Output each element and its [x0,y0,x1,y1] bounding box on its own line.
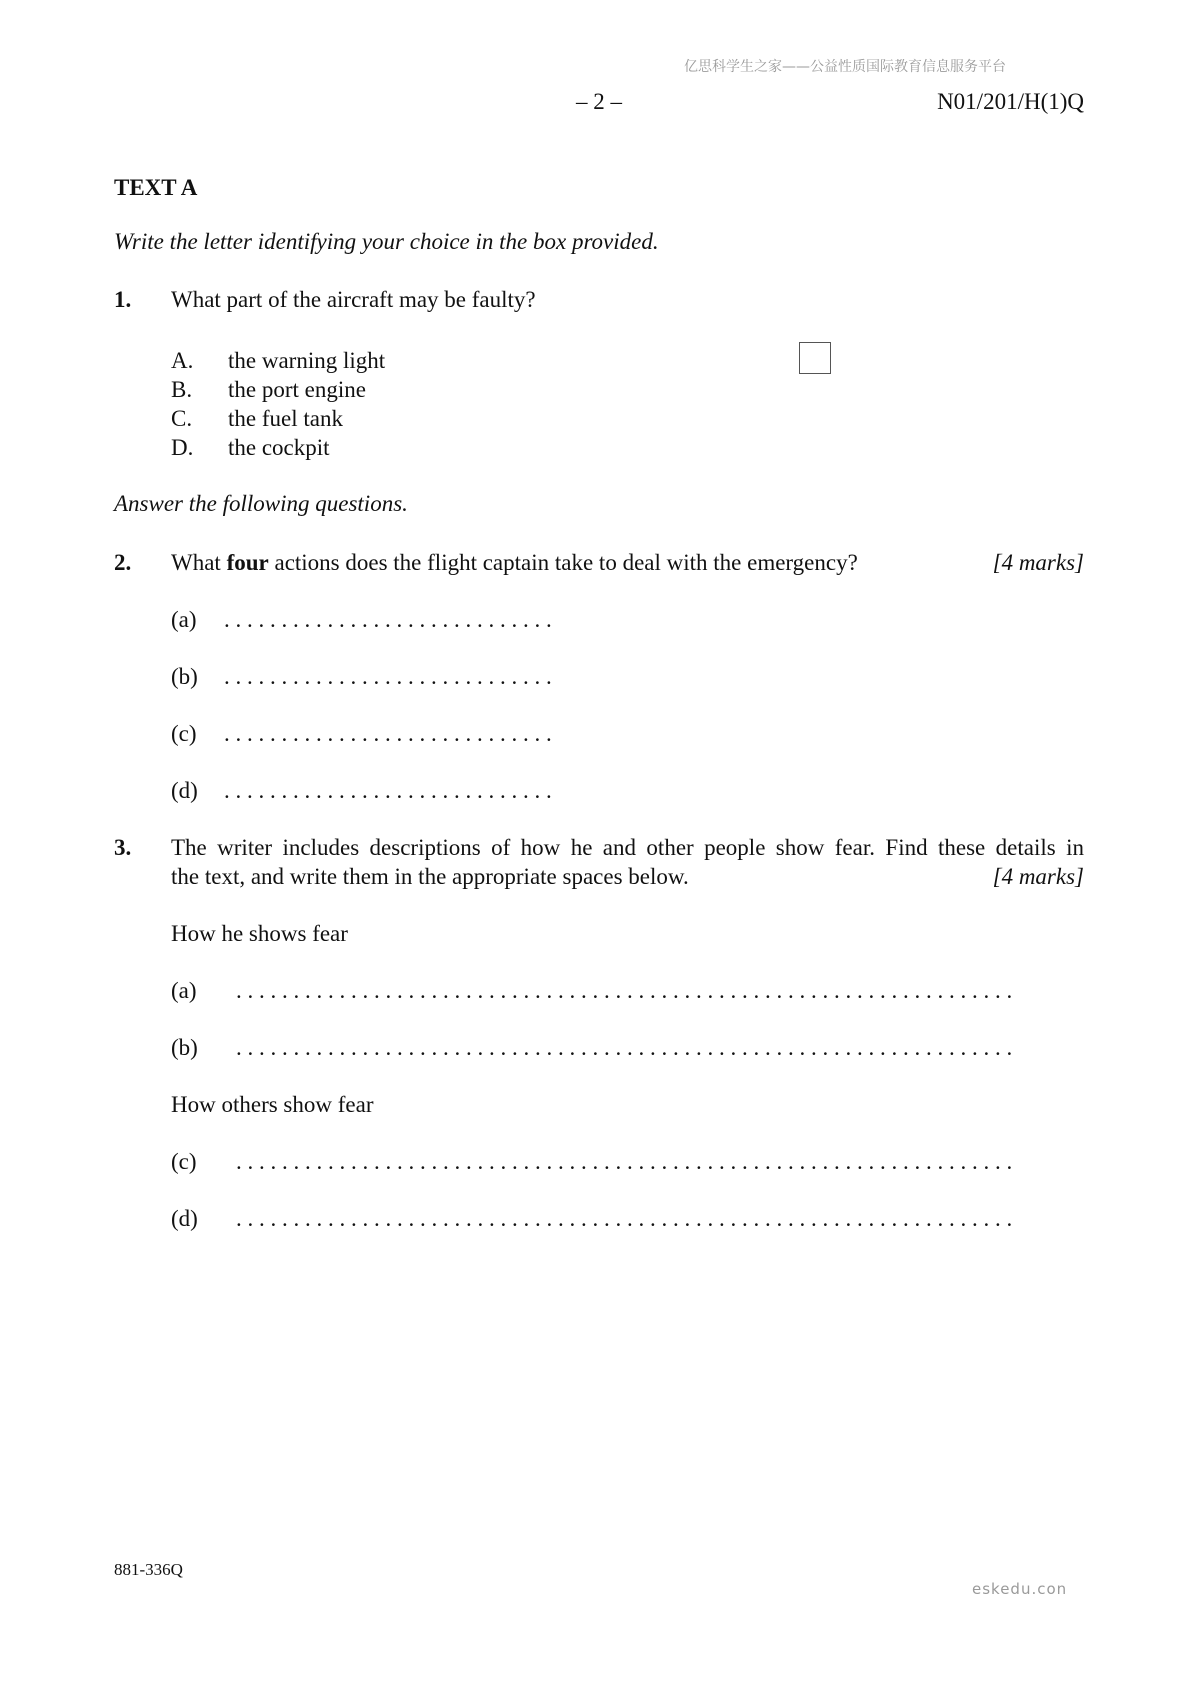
answer-label: (a) [171,978,197,1003]
answer-label: (d) [171,1206,198,1231]
q3-marks: [4 marks] [992,864,1084,889]
answer-line[interactable]: . . . . . . . . . . . . . . . . . . . . . . . . . . . . . . . . . . . . . . . . . . . . . . . . . . . . . . . . . . . . . . . . . . . . [236,1206,1013,1231]
q3-text-line1: The writer includes descriptions of how he and other people show fear. Find these details in [171,835,1084,860]
answer-line[interactable]: . . . . . . . . . . . . . . . . . . . . . . . . . . . . . . . . . . . . . . . . . . . . . . . . . . . . . . . . . . . . . . . . . . . . [236,1035,1013,1060]
answer-label: (a) [171,607,197,632]
answer-line[interactable]: . . . . . . . . . . . . . . . . . . . . . . . . . . . . . [224,607,552,632]
answer-label: (c) [171,1149,197,1174]
q1-text: What part of the aircraft may be faulty? [171,287,536,312]
watermark-bottom: eskedu.con [972,1580,1068,1598]
q2-text: What four actions does the flight captain take to deal with the emergency? [171,550,858,575]
q1-option-text: the cockpit [228,435,330,460]
q1-option-letter: A. [171,348,194,373]
answer-line[interactable]: . . . . . . . . . . . . . . . . . . . . . . . . . . . . . . . . . . . . . . . . . . . . . . . . . . . . . . . . . . . . . . . . . . . . [236,1149,1013,1174]
q1-option-text: the port engine [228,377,366,402]
q2-marks: [4 marks] [992,550,1084,575]
q1-option-text: the warning light [228,348,386,373]
q2-number: 2. [114,550,132,575]
q3-number: 3. [114,835,132,860]
answer-label: (b) [171,664,198,689]
q1-number: 1. [114,287,132,312]
answer-line[interactable]: . . . . . . . . . . . . . . . . . . . . . . . . . . . . . [224,721,552,746]
page-number: – 2 – [576,89,622,114]
instruction-answer: Answer the following questions. [114,491,408,516]
footer-code: 881-336Q [114,1560,183,1579]
watermark-top: 亿思科学生之家——公益性质国际教育信息服务平台 [684,59,1006,75]
q3-subhead-others: How others show fear [171,1092,374,1117]
q1-option-text: the fuel tank [228,406,343,431]
instruction-choice: Write the letter identifying your choice in the box provided. [114,229,659,254]
answer-label: (c) [171,721,197,746]
answer-line[interactable]: . . . . . . . . . . . . . . . . . . . . . . . . . . . . . [224,778,552,803]
q3-text-line2: the text, and write them in the appropriate spaces below. [171,864,689,889]
q1-option-letter: B. [171,377,193,402]
answer-label: (d) [171,778,198,803]
section-title: TEXT A [114,175,198,200]
q3-subhead-he: How he shows fear [171,921,348,946]
q1-option-letter: D. [171,435,194,460]
answer-line[interactable]: . . . . . . . . . . . . . . . . . . . . . . . . . . . . . . . . . . . . . . . . . . . . . . . . . . . . . . . . . . . . . . . . . . . . [236,978,1013,1003]
document-code: N01/201/H(1)Q [937,89,1084,114]
answer-line[interactable]: . . . . . . . . . . . . . . . . . . . . . . . . . . . . . [224,664,552,689]
q1-option-letter: C. [171,406,193,431]
answer-label: (b) [171,1035,198,1060]
answer-box[interactable] [799,342,831,374]
